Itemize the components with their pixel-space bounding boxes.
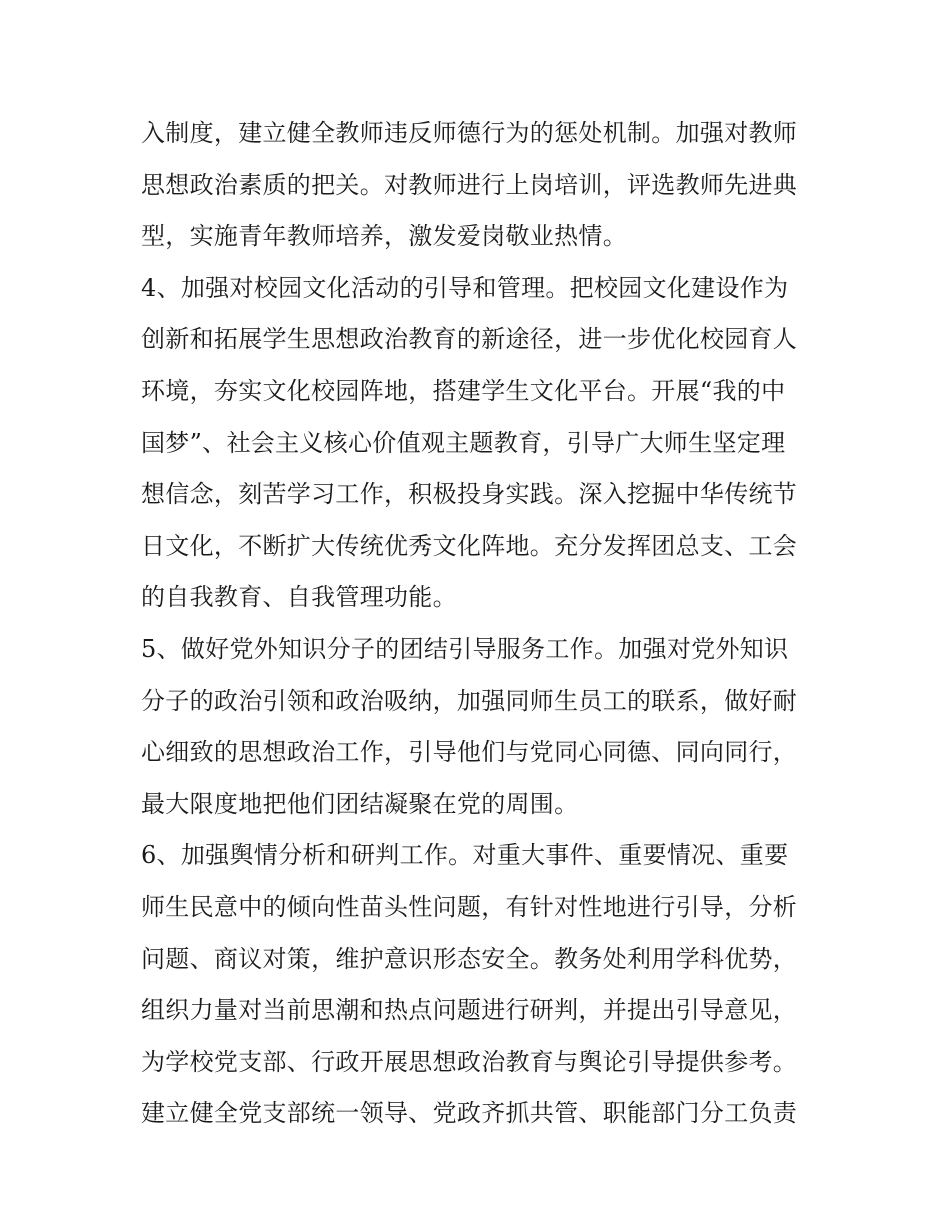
text-line: 6、加强舆情分析和研判工作。对重大事件、重要情况、重要 [141, 841, 789, 870]
text-line: 思想政治素质的把关。对教师进行上岗培训，评选教师先进典 [141, 170, 798, 199]
text-line: 建立健全党支部统一领导、党政齐抓共管、职能部门分工负责 [141, 1099, 798, 1128]
text-line: 心细致的思想政治工作，引导他们与党同心同德、同向同行， [141, 738, 798, 767]
text-line: 入制度，建立健全教师违反师德行为的惩处机制。加强对教师 [141, 119, 798, 147]
text-line: 的自我教育、自我管理功能。 [141, 583, 457, 612]
text-line: 型，实施青年教师培养，激发爱岗敬业热情。 [141, 222, 627, 251]
document-body [141, 108, 821, 1140]
text-line: 国梦”、社会主义核心价值观主题教育，引导广大师生坚定理 [141, 428, 786, 457]
text-line: 分子的政治引领和政治吸纳，加强同师生员工的联系，做好耐 [141, 686, 798, 715]
text-line: 师生民意中的倾向性苗头性问题，有针对性地进行引导，分析 [141, 892, 798, 921]
text-line: 日文化，不断扩大传统优秀文化阵地。充分发挥团总支、工会 [141, 531, 798, 560]
text-line: 组织力量对当前思潮和热点问题进行研判，并提出引导意见， [141, 996, 798, 1025]
text-line: 环境，夯实文化校园阵地，搭建学生文化平台。开展“我的中 [141, 376, 786, 405]
text-line: 想信念，刻苦学习工作，积极投身实践。深入挖掘中华传统节 [141, 480, 798, 509]
text-line: 5、做好党外知识分子的团结引导服务工作。加强对党外知识 [141, 634, 789, 663]
text-line: 问题、商议对策，维护意识形态安全。教务处利用学科优势， [141, 944, 798, 973]
text-line: 最大限度地把他们团结凝聚在党的周围。 [141, 789, 579, 818]
text-line: 4、加强对校园文化活动的引导和管理。把校园文化建设作为 [141, 273, 789, 302]
text-line: 创新和拓展学生思想政治教育的新途径，进一步优化校园育人 [141, 325, 798, 354]
text-line: 为学校党支部、行政开展思想政治教育与舆论引导提供参考。 [141, 1047, 798, 1076]
